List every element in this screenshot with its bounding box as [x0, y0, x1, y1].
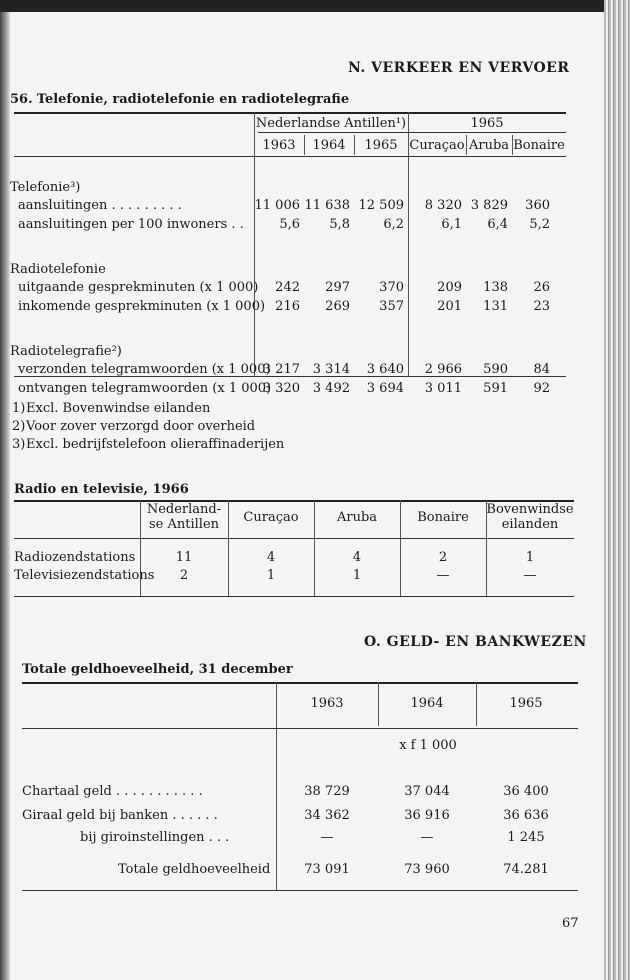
- table1-cell: 357: [379, 299, 404, 314]
- book-spine-edge: [0, 12, 10, 980]
- table2-cell: 4: [266, 550, 276, 565]
- table1-cell: 92: [533, 381, 550, 396]
- table3-cell: 1 245: [507, 830, 545, 845]
- footnote-marker: 2): [12, 419, 26, 434]
- table3-title-text: Totale geldhoeveelheid, 31 december: [22, 662, 293, 677]
- table2-cell: 4: [352, 550, 362, 565]
- footnote: Excl. Bovenwindse eilanden: [26, 401, 211, 416]
- table1-cell: 12 509: [358, 198, 404, 213]
- table1-cell: 11 638: [304, 198, 350, 213]
- table3-cell: —: [420, 830, 434, 845]
- table3-cell: 74.281: [503, 862, 549, 877]
- table1-cell: 11 006: [254, 198, 300, 213]
- table1-title-text: Telefonie, radiotelefonie en radiotelegrafie: [36, 92, 350, 107]
- table3-row-label: Chartaal geld . . . . . . . . . . .: [22, 784, 203, 799]
- table1-cell: 360: [525, 198, 550, 213]
- table1-cell: 131: [483, 299, 508, 314]
- table3-cell: 38 729: [304, 784, 350, 799]
- table3-title: [22, 662, 293, 677]
- table1-number: 56.: [10, 92, 33, 107]
- table1-row-label: uitgaande gesprekminuten (x 1 000): [18, 280, 259, 295]
- table2-column-header: Curaçao: [243, 510, 299, 525]
- table2-cell: —: [436, 568, 450, 583]
- table3-cell: 37 044: [404, 784, 450, 799]
- table2-cell: 1: [525, 550, 535, 565]
- table1-cell: 5,2: [529, 217, 550, 232]
- table1-section-label: Radiotelegrafie²): [10, 344, 122, 359]
- table3-row-label: bij giroinstellingen . . .: [80, 830, 230, 845]
- table1-column-header: 1964: [312, 138, 346, 153]
- table3-cell: 36 400: [503, 784, 549, 799]
- table2-title-text: Radio en televisie, 1966: [14, 482, 189, 497]
- table1-column-header: 1965: [364, 138, 398, 153]
- table3-column-header: 1965: [509, 696, 543, 711]
- table1-group-na: Nederlandse Antillen¹): [255, 116, 407, 131]
- table2-column-header: Bovenwindse eilanden: [486, 502, 574, 532]
- table1-cell: 8 320: [424, 198, 462, 213]
- table1-cell: 3 314: [312, 362, 350, 377]
- table1-row-label: inkomende gesprekminuten (x 1 000): [18, 299, 266, 314]
- table1-row-label: ontvangen telegramwoorden (x 1 000): [18, 381, 272, 396]
- table1-cell: 6,4: [487, 217, 508, 232]
- table2-cell: —: [523, 568, 537, 583]
- table1-cell: 591: [483, 381, 508, 396]
- page-number: 67: [562, 916, 579, 931]
- table1-cell: 590: [483, 362, 508, 377]
- table1-cell: 216: [275, 299, 300, 314]
- table3-cell: —: [320, 830, 334, 845]
- table1-cell: 3 217: [262, 362, 300, 377]
- table1-cell: 23: [533, 299, 550, 314]
- table1-section-label: Telefonie³): [10, 180, 81, 195]
- table2-cell: 2: [179, 568, 189, 583]
- table1-column-header: 1963: [262, 138, 296, 153]
- table1-cell: 6,2: [383, 217, 404, 232]
- section-heading-n: N. VERKEER EN VERVOER: [348, 60, 570, 76]
- table2-cell: 11: [175, 550, 193, 565]
- table3-cell: 73 960: [404, 862, 450, 877]
- table1-cell: 242: [275, 280, 300, 295]
- table1-cell: 84: [533, 362, 550, 377]
- table2-cell: 2: [438, 550, 448, 565]
- table1-cell: 5,8: [329, 217, 350, 232]
- table1-cell: 3 011: [424, 381, 462, 396]
- footnote-marker: 1): [12, 401, 26, 416]
- table1-cell: 370: [379, 280, 404, 295]
- table2-cell: 1: [352, 568, 362, 583]
- table1-cell: 3 640: [366, 362, 404, 377]
- table1-column-header: Bonaire: [513, 138, 565, 153]
- table1-cell: 5,6: [279, 217, 300, 232]
- table3-cell: 34 362: [304, 808, 350, 823]
- table1-row-label: aansluitingen per 100 inwoners . .: [18, 217, 244, 232]
- table3-row-label: Totale geldhoeveelheid: [118, 862, 271, 877]
- table1-column-header: Aruba: [468, 138, 510, 153]
- table1-column-header: Curaçao: [409, 138, 465, 153]
- table1-cell: 3 829: [470, 198, 508, 213]
- table1-cell: 3 492: [312, 381, 350, 396]
- table1-cell: 2 966: [424, 362, 462, 377]
- table1-cell: 209: [437, 280, 462, 295]
- page-stack-edge: [604, 0, 630, 980]
- table2-row-label: Radiozendstations: [14, 550, 136, 565]
- table1-cell: 201: [437, 299, 462, 314]
- table2-row-label: Televisiezendstations: [14, 568, 155, 583]
- table1-section-label: Radiotelefonie: [10, 262, 106, 277]
- section-heading-o: O. GELD- EN BANKWEZEN: [364, 634, 587, 650]
- table3-column-header: 1964: [410, 696, 444, 711]
- footnote: Voor zover verzorgd door overheid: [26, 419, 256, 434]
- table1-cell: 26: [533, 280, 550, 295]
- table2-column-header: Bonaire: [417, 510, 469, 525]
- footnote: Excl. bedrijfstelefoon olieraffinaderijen: [26, 437, 285, 452]
- table1-row-label: verzonden telegramwoorden (x 1 000): [18, 362, 271, 377]
- table3-cell: 36 636: [503, 808, 549, 823]
- table1-cell: 297: [325, 280, 350, 295]
- table3-column-header: 1963: [310, 696, 344, 711]
- table3-unit: x f 1 000: [399, 738, 457, 753]
- table1-row-label: aansluitingen . . . . . . . . .: [18, 198, 182, 213]
- table3-cell: 73 091: [304, 862, 350, 877]
- table1-cell: 269: [325, 299, 350, 314]
- table2-column-header: Nederland- se Antillen: [146, 502, 222, 532]
- table3-cell: 36 916: [404, 808, 450, 823]
- table1-cell: 6,1: [441, 217, 462, 232]
- table2-cell: 1: [266, 568, 276, 583]
- table1-cell: 3 694: [366, 381, 404, 396]
- table2-column-header: Aruba: [336, 510, 378, 525]
- table1-group-1965: 1965: [470, 116, 504, 131]
- table1-cell: 3 320: [262, 381, 300, 396]
- table2-title: [14, 482, 189, 497]
- table3-row-label: Giraal geld bij banken . . . . . .: [22, 808, 218, 823]
- footnote-marker: 3): [12, 437, 26, 452]
- table1-cell: 138: [483, 280, 508, 295]
- table1-title: [10, 92, 349, 107]
